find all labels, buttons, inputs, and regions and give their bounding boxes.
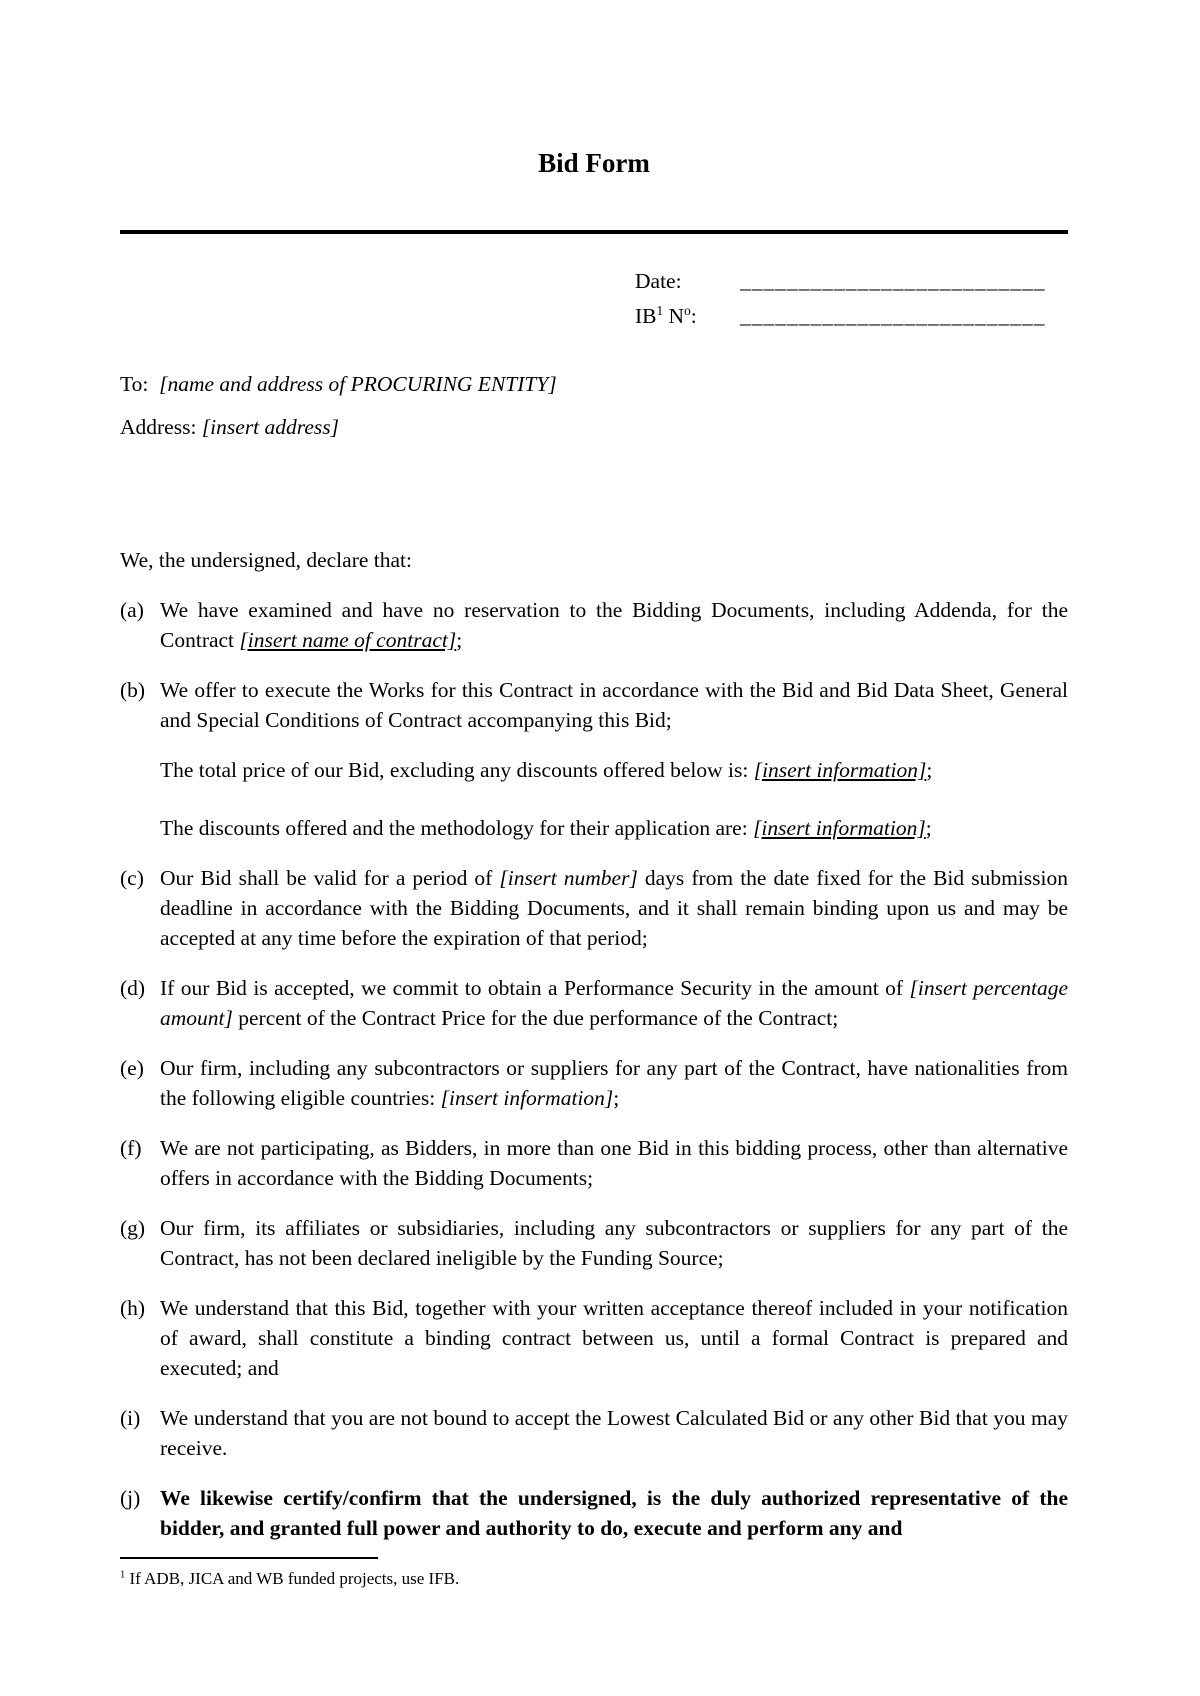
list-item-e bbox=[120, 1053, 1068, 1113]
discounts-subparagraph: The discounts offered and the methodology for their application are: [insert information]; bbox=[160, 816, 932, 840]
item-text: Our firm, its affiliates or subsidiaries, including any subcontractors or suppliers for any part of the Contract, has not been declared ineligible by the Funding Source; bbox=[160, 1216, 1068, 1270]
list-item-h bbox=[120, 1293, 1068, 1383]
list-item-i bbox=[120, 1403, 1068, 1463]
footnote bbox=[120, 1567, 1068, 1591]
item-text: We are not participating, as Bidders, in more than one Bid in this bidding process, other than alternative offers in accordance with the Bidding Documents; bbox=[160, 1136, 1068, 1190]
date-field bbox=[635, 266, 1068, 296]
item-text: Our firm, including any subcontractors or suppliers for any part of the Contract, have nationalities from the following eligible countries: [insert information]; bbox=[160, 1056, 1068, 1110]
list-item-d bbox=[120, 973, 1068, 1033]
item-marker: (c) bbox=[120, 866, 144, 890]
item-text: We understand that this Bid, together with your written acceptance thereof included in your notification of award, shall constitute a binding contract between us, until a formal Contract is prepared and executed; and bbox=[160, 1296, 1068, 1380]
addressee-block bbox=[120, 369, 1068, 442]
title-divider-rule bbox=[120, 230, 1068, 234]
item-text: We likewise certify/confirm that the undersigned, is the duly authorized representative of the bidder, and granted full power and authority to do, execute and perform any and bbox=[160, 1486, 1068, 1540]
item-marker: (d) bbox=[120, 976, 146, 1000]
item-marker: (i) bbox=[120, 1406, 141, 1430]
ib-number-field bbox=[635, 301, 1068, 331]
item-text: We have examined and have no reservation to the Bidding Documents, including Addenda, for the Contract [insert name of contract]; bbox=[160, 598, 1068, 652]
header-fields bbox=[635, 266, 1068, 331]
total-price-subparagraph: The total price of our Bid, excluding any discounts offered below is: [insert information]; bbox=[160, 758, 933, 782]
list-item-j bbox=[120, 1483, 1068, 1543]
footnote-number: 1 bbox=[120, 1569, 126, 1581]
list-item-g bbox=[120, 1213, 1068, 1273]
date-blank-line: __________________________ bbox=[740, 269, 1046, 293]
item-marker: (a) bbox=[120, 598, 144, 622]
item-marker: (f) bbox=[120, 1136, 142, 1160]
to-line: To: [name and address of PROCURING ENTITY] bbox=[120, 372, 557, 396]
item-marker: (j) bbox=[120, 1486, 141, 1510]
ib-blank-line: __________________________ bbox=[740, 304, 1046, 328]
declaration-intro: We, the undersigned, declare that: bbox=[120, 548, 412, 572]
address-line: Address: [insert address] bbox=[120, 415, 339, 439]
ib-label-n: N bbox=[663, 304, 685, 328]
page-title: Bid Form bbox=[538, 148, 650, 178]
ib-label-text: IB bbox=[635, 304, 657, 328]
item-text: We offer to execute the Works for this Contract in accordance with the Bid and Bid Data Sheet, General and Special Conditions of Contract accompanying this Bid; bbox=[160, 678, 1068, 732]
list-item-f bbox=[120, 1133, 1068, 1193]
footnote-divider-rule bbox=[120, 1557, 378, 1559]
item-marker: (e) bbox=[120, 1056, 144, 1080]
ib-label bbox=[635, 301, 740, 331]
item-marker: (b) bbox=[120, 678, 146, 702]
list-item-a bbox=[120, 595, 1068, 655]
degree-mark: o bbox=[684, 302, 691, 318]
date-label: Date: bbox=[635, 269, 682, 293]
item-text: Our Bid shall be valid for a period of [insert number] days from the date fixed for the Bid submission deadline in accordance with the Bidding Documents, and it shall remain binding upon us and may be accepted at any time before the expiration of that period; bbox=[160, 866, 1068, 950]
footnote-text: If ADB, JICA and WB funded projects, use IFB. bbox=[125, 1569, 460, 1588]
item-marker: (g) bbox=[120, 1216, 146, 1240]
list-item-c bbox=[120, 863, 1068, 953]
list-item-b bbox=[120, 675, 1068, 735]
item-text: If our Bid is accepted, we commit to obtain a Performance Security in the amount of [insert percentage amount] percent of the Contract Price for the due performance of the Contract; bbox=[160, 976, 1069, 1030]
item-marker: (h) bbox=[120, 1296, 146, 1320]
footnote-reference-mark: 1 bbox=[656, 302, 664, 318]
ib-label-colon: : bbox=[690, 304, 697, 328]
item-text: We understand that you are not bound to accept the Lowest Calculated Bid or any other Bid that you may receive. bbox=[160, 1406, 1068, 1460]
